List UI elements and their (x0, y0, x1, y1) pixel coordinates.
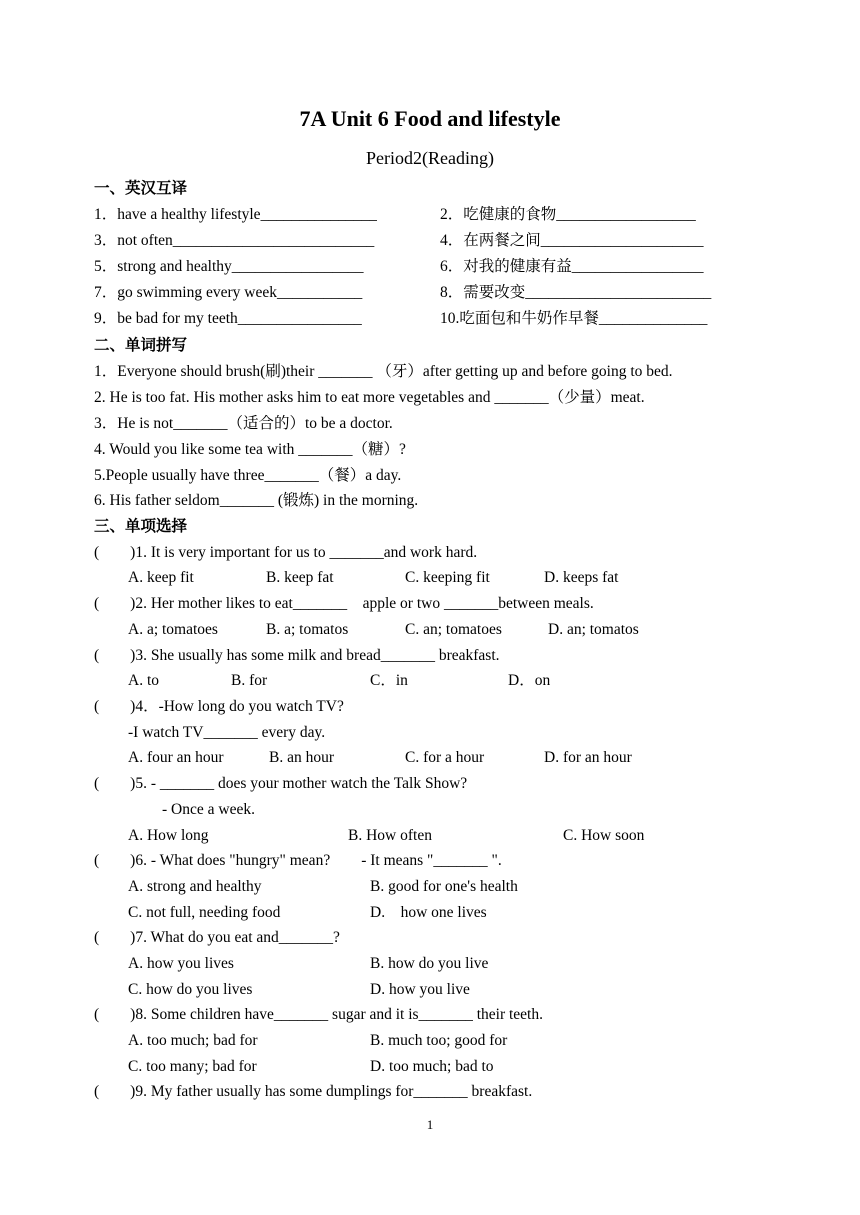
spelling-item: 2. He is too fat. His mother asks him to eat more vegetables and _______（少量）meat. (94, 389, 645, 406)
question-2: ( )2. Her mother likes to eat_______ apple or two _______between meals. (94, 595, 594, 612)
question-3: ( )3. She usually has some milk and bread_______ breakfast. (94, 647, 500, 664)
option: B. keep fat (266, 569, 334, 586)
option: A. How long (128, 827, 209, 844)
question-1: ( )1. It is very important for us to _______and work hard. (94, 544, 478, 561)
option: B. much too; good for (370, 1032, 508, 1049)
question-7: ( )7. What do you eat and_______? (94, 929, 340, 946)
translate-item: 7．go swimming every week___________ (94, 284, 363, 301)
option: B. an hour (269, 749, 335, 766)
option: D. too much; bad to (370, 1058, 494, 1075)
translate-item: 9．be bad for my teeth________________ (94, 310, 362, 327)
translate-item: 4．在两餐之间_____________________ (440, 232, 704, 249)
option: B. a; tomatos (266, 621, 349, 638)
section-heading-spelling: 二、单词拼写 (94, 336, 188, 354)
option: A. to (128, 672, 159, 689)
option: D. how one lives (370, 904, 487, 921)
option: A. strong and healthy (128, 878, 262, 895)
page-subtitle: Period2(Reading) (366, 148, 494, 168)
option: A. too much; bad for (128, 1032, 258, 1049)
translate-item: 8．需要改变________________________ (440, 284, 712, 301)
option: D. an; tomatos (548, 621, 639, 638)
translate-item: 2．吃健康的食物__________________ (440, 206, 696, 223)
spelling-item: 5.People usually have three_______（餐）a day. (94, 467, 402, 484)
spelling-item: 3．He is not_______（适合的）to be a doctor. (94, 415, 393, 432)
option: D. how you live (370, 981, 470, 998)
option: C. an; tomatoes (405, 621, 502, 638)
option: C. for a hour (405, 749, 485, 766)
translate-item: 1．have a healthy lifestyle_______________ (94, 206, 377, 223)
option: C．in (370, 672, 408, 689)
spelling-item: 4. Would you like some tea with _______（糖）? (94, 441, 406, 458)
option: C. keeping fit (405, 569, 490, 586)
question-8: ( )8. Some children have_______ sugar and it is_______ their teeth. (94, 1006, 543, 1023)
translate-item: 10.吃面包和牛奶作早餐______________ (440, 310, 708, 327)
option: C. how do you lives (128, 981, 253, 998)
section-heading-translate: 一、英汉互译 (94, 179, 188, 197)
question-9: ( )9. My father usually has some dumplings for_______ breakfast. (94, 1083, 533, 1100)
translate-item: 5．strong and healthy_________________ (94, 258, 364, 275)
section-heading-choice: 三、单项选择 (94, 517, 188, 535)
option: C. too many; bad for (128, 1058, 257, 1075)
translate-item: 3．not often__________________________ (94, 232, 375, 249)
option: C. How soon (563, 827, 645, 844)
question-5: ( )5. - _______ does your mother watch the Talk Show? (94, 775, 468, 792)
option: D. for an hour (544, 749, 632, 766)
translate-item: 6．对我的健康有益_________________ (440, 258, 704, 275)
option: B. How often (348, 827, 432, 844)
question-4: ( )4．-How long do you watch TV? (94, 698, 344, 715)
option: C. not full, needing food (128, 904, 281, 921)
option: D. keeps fat (544, 569, 619, 586)
option: B. how do you live (370, 955, 489, 972)
spelling-item: 1．Everyone should brush(刷)their _______ （牙）after getting up and before going to bed. (94, 363, 673, 380)
question-5-line2: - Once a week. (162, 801, 255, 818)
page-number: 1 (426, 1117, 434, 1132)
spelling-item: 6. His father seldom_______ (锻炼) in the morning. (94, 492, 419, 509)
option: D．on (508, 672, 551, 689)
option: A. a; tomatoes (128, 621, 218, 638)
option: A. four an hour (128, 749, 224, 766)
option: A. keep fit (128, 569, 194, 586)
option: A. how you lives (128, 955, 234, 972)
question-6: ( )6. - What does "hungry" mean? - It means "_______ ". (94, 852, 502, 869)
question-4-line2: -I watch TV_______ every day. (128, 724, 326, 741)
option: B. for (231, 672, 268, 689)
page-title: 7A Unit 6 Food and lifestyle (299, 106, 561, 131)
option: B. good for one's health (370, 878, 518, 895)
